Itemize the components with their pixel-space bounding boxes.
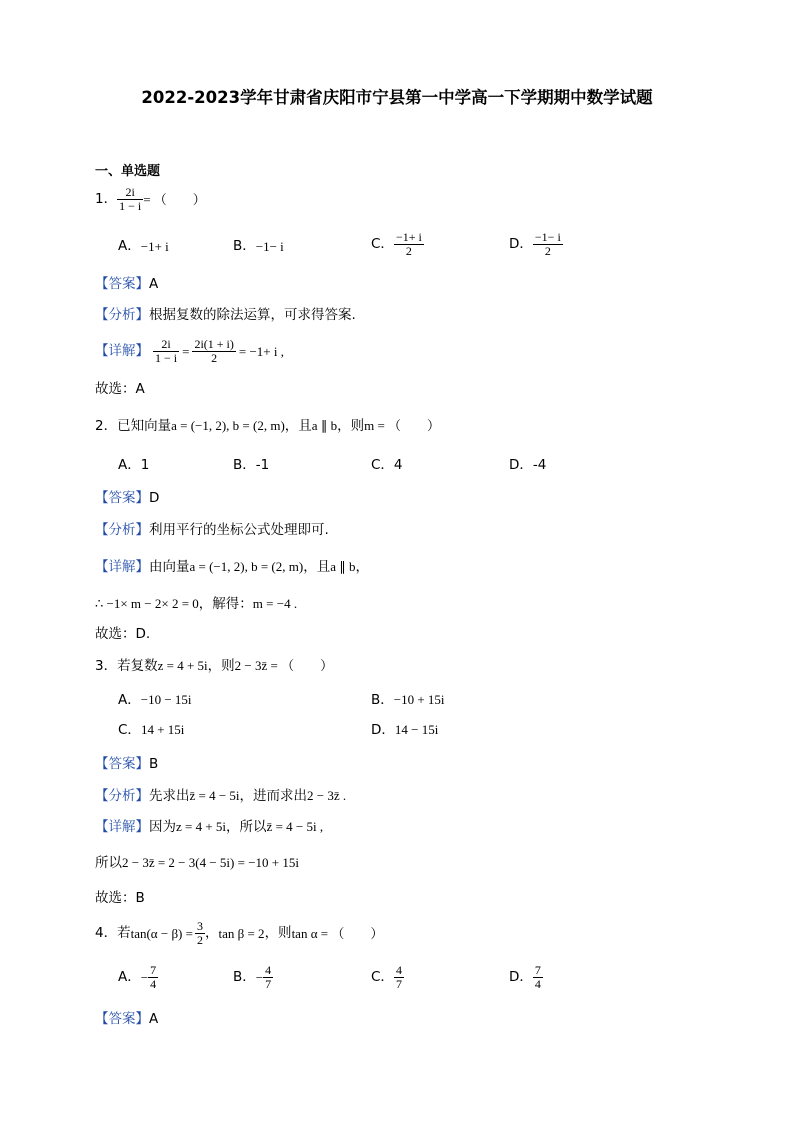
q1-option-a: A． −1+ i bbox=[118, 238, 169, 255]
q4-option-a: A． − $\frac{7}{4}$ bbox=[118, 963, 157, 992]
q3-choose: 故选：B bbox=[95, 890, 145, 906]
q1-analysis: 【分析】根据复数的除法运算，可求得答案. bbox=[95, 307, 356, 323]
q3-option-c: C．14 + 15i bbox=[118, 722, 185, 738]
q2-detail: 【详解】由向量a = (−1, 2), b = (2, m)，且a ∥ b， bbox=[95, 559, 369, 575]
q2-option-d: D．-4 bbox=[509, 457, 547, 473]
page-title: 2022-2023学年甘肃省庆阳市宁县第一中学高一下学期期中数学试题 bbox=[141, 88, 653, 107]
q3-option-b: B．−10 + 15i bbox=[371, 692, 445, 708]
q2-detail-line2: ∴ −1× m − 2× 2 = 0，解得：m = −4 . bbox=[95, 596, 298, 612]
section-heading: 一、单选题 bbox=[95, 164, 161, 179]
q1-option-c: C． $\frac{-1+ i}{2}$ bbox=[371, 230, 422, 259]
q4-option-b: B． − $\frac{4}{7}$ bbox=[233, 963, 272, 992]
q4-option-d: D． $\frac{7}{4}$ bbox=[509, 963, 541, 992]
q2-answer: 【答案】D bbox=[95, 490, 160, 506]
q1-stem: 1． $\frac{2i}{1 - i}$ = （ ） bbox=[95, 185, 206, 214]
q2-option-b: B．-1 bbox=[233, 457, 270, 473]
q3-answer: 【答案】B bbox=[95, 756, 159, 772]
q1-detail: 【详解】 $\frac{2i}{1 - i}$ = $\frac{2i(1 + i)}{2}$ = −1+ i , bbox=[95, 337, 284, 366]
q4-option-c: C． $\frac{4}{7}$ bbox=[371, 963, 402, 992]
q4-answer: 【答案】A bbox=[95, 1011, 159, 1027]
q1-number: 1． bbox=[95, 190, 118, 207]
q2-analysis: 【分析】利用平行的坐标公式处理即可. bbox=[95, 522, 329, 538]
q2-stem: 2．已知向量a = (−1, 2), b = (2, m)，且a ∥ b，则m = （ ） bbox=[95, 418, 441, 434]
q2-option-a: A．1 bbox=[118, 457, 150, 473]
q4-stem: 4． 若 tan(α − β) = $\frac{3}{2}$ ， tan β = 2 ，则 tan α = （ ） bbox=[95, 919, 384, 948]
q3-detail: 【详解】因为z = 4 + 5i，所以z̄ = 4 − 5i , bbox=[95, 819, 324, 835]
q1-answer: 【答案】A bbox=[95, 276, 159, 292]
q3-detail-line2: 所以2 − 3z̄ = 2 − 3(4 − 5i) = −10 + 15i bbox=[95, 855, 299, 871]
q1-fraction: $\frac{2i}{1 - i}$ bbox=[119, 185, 142, 214]
q1-option-d: D． $\frac{-1- i}{2}$ bbox=[509, 230, 561, 259]
q3-option-d: D．14 − 15i bbox=[371, 722, 439, 738]
q3-stem: 3．若复数z = 4 + 5i，则2 − 3z̄ = （ ） bbox=[95, 658, 334, 674]
q2-choose: 故选：D. bbox=[95, 626, 151, 642]
q2-option-c: C．4 bbox=[371, 457, 403, 473]
q1-option-b: B． −1− i bbox=[233, 238, 284, 255]
q1-choose: 故选：A bbox=[95, 381, 145, 397]
q3-analysis: 【分析】先求出z̄ = 4 − 5i，进而求出2 − 3z̄ . bbox=[95, 788, 347, 804]
q3-option-a: A．−10 − 15i bbox=[118, 692, 192, 708]
